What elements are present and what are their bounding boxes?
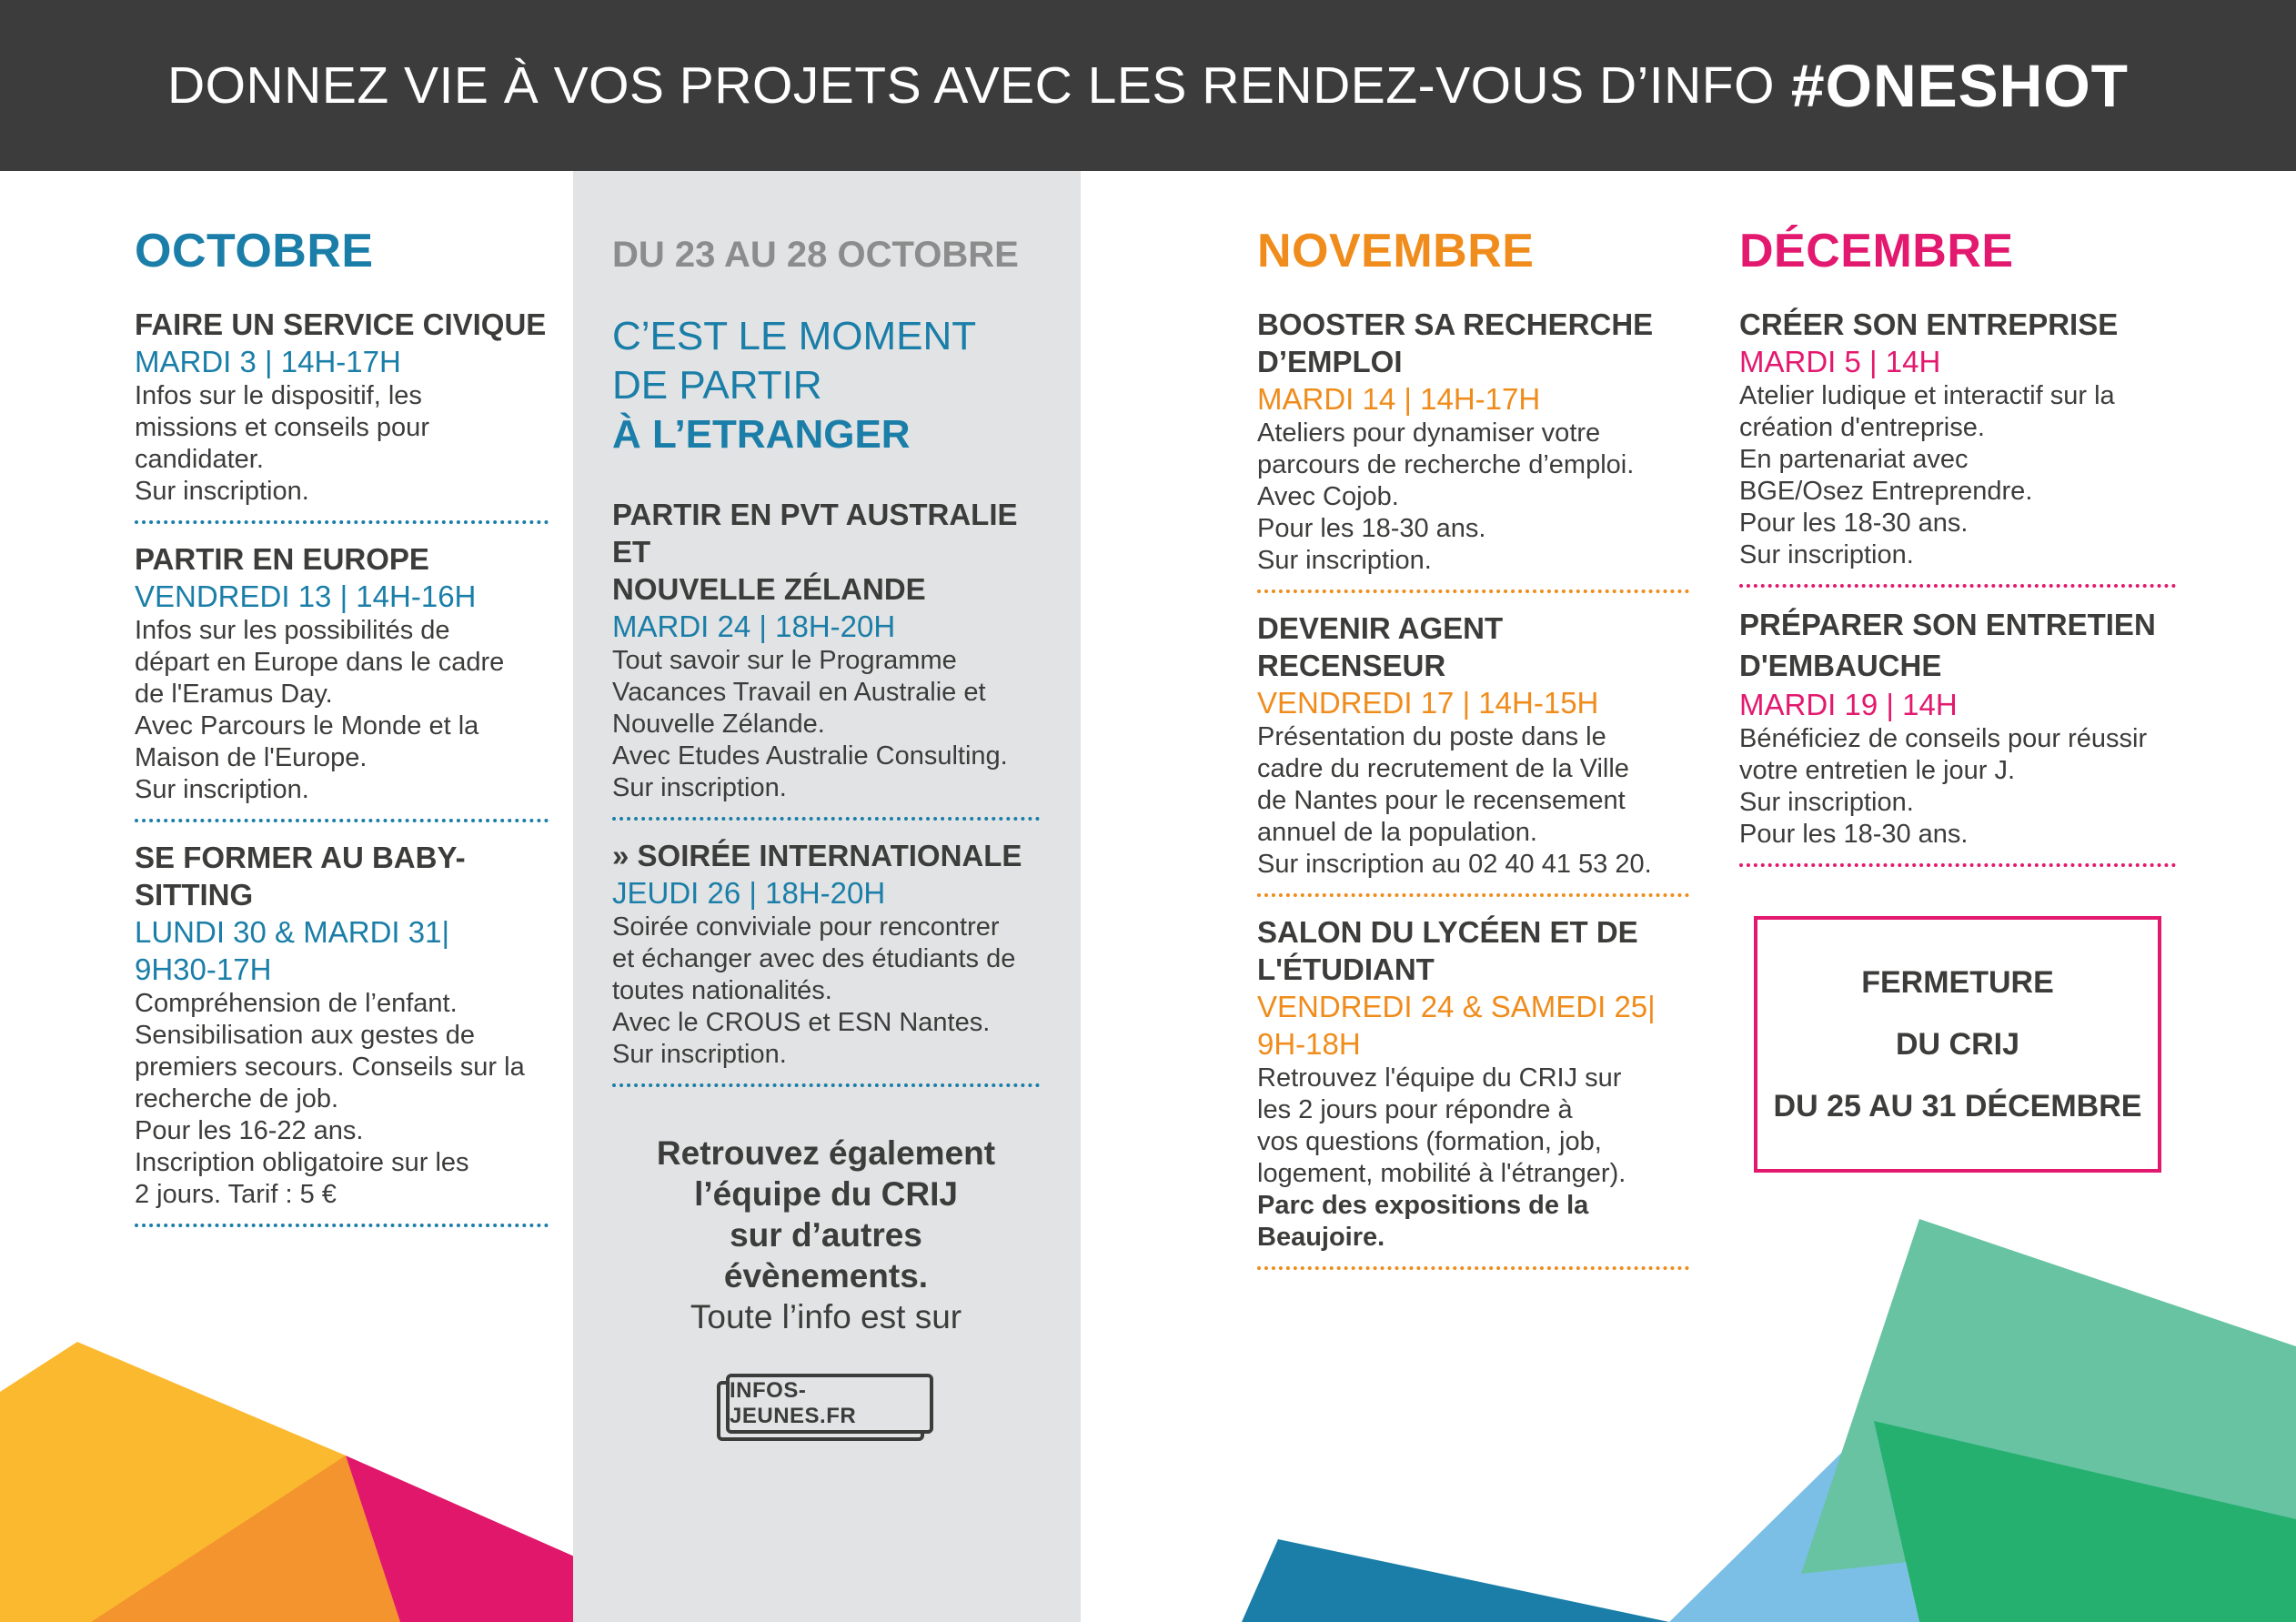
event-description — [135, 988, 549, 1211]
event-title: PARTIR EN EUROPE — [135, 542, 429, 576]
event-date: MARDI 14 | 14H-17H — [1257, 382, 1541, 416]
badge-label: INFOS-JEUNES.FR — [726, 1374, 933, 1434]
event-desc-line: Atelier ludique et interactif sur la création d'entreprise. — [1739, 381, 2115, 442]
event-description — [1257, 1063, 1689, 1254]
event-desc-line: Pour les 18-30 ans. — [1739, 509, 1969, 538]
moment-line: À L’ETRANGER — [612, 412, 911, 457]
dotted-separator — [1739, 863, 2176, 867]
event-service-civique — [135, 306, 549, 508]
event-salon-lyceen — [1257, 913, 1689, 1254]
event-date: MARDI 24 | 18H-20H — [612, 610, 896, 643]
event-desc-line: Ateliers pour dynamiser votre parcours de recherche d’emploi. — [1257, 418, 1635, 479]
dotted-separator — [135, 1224, 549, 1227]
event-desc-line: Avec Cojob. — [1257, 482, 1399, 511]
event-baby-sitting — [135, 839, 549, 1211]
event-desc-line: Infos sur les possibilités de départ en Europe dans le cadre de l'Eramus Day. — [135, 616, 505, 709]
event-description — [1739, 380, 2176, 571]
event-description — [1257, 418, 1689, 577]
header-hashtag: #ONESHOT — [1790, 52, 2129, 119]
month-title-octobre: OCTOBRE — [135, 225, 374, 277]
column-decembre — [1739, 171, 2176, 883]
closing-line: FERMETURE — [1861, 965, 2054, 1000]
event-desc-line: Sur inscription. — [1257, 546, 1432, 575]
event-desc-line: Sur inscription. — [612, 1040, 787, 1069]
event-desc-line: Sur inscription. — [1739, 540, 1914, 569]
event-desc-line: Sur inscription. — [1739, 788, 1914, 817]
event-description — [135, 615, 549, 806]
event-description — [612, 645, 1040, 804]
event-title: PARTIR EN PVT AUSTRALIE ET NOUVELLE ZÉLANDE — [612, 498, 1018, 606]
event-desc-line: Inscription obligatoire sur les 2 jours. Tarif : 5 € — [135, 1148, 469, 1209]
event-desc-location: Parc des expositions de la Beaujoire. — [1257, 1191, 1589, 1252]
event-desc-line: Sur inscription. — [612, 773, 787, 802]
event-entretien-embauche — [1739, 604, 2176, 851]
event-agent-recenseur — [1257, 610, 1689, 881]
dotted-separator — [135, 520, 549, 524]
infos-jeunes-badge[interactable] — [726, 1374, 926, 1430]
event-title: DEVENIR AGENT RECENSEUR — [1257, 611, 1504, 682]
event-description — [135, 380, 549, 508]
event-description — [1257, 721, 1689, 881]
event-desc-line: Avec Etudes Australie Consulting. — [612, 741, 1008, 771]
header-title: DONNEZ VIE À VOS PROJETS AVEC LES RENDEZ-VOUS D’INFO — [167, 56, 1775, 115]
moment-heading — [612, 312, 1040, 459]
event-desc-line: Retrouvez l'équipe du CRIJ sur les 2 jours pour répondre à vos questions (formation, job, logement, mobilité à l'étranger). — [1257, 1063, 1626, 1188]
event-date: JEUDI 26 | 18H-20H — [612, 876, 886, 910]
event-booster-emploi — [1257, 306, 1689, 577]
column-novembre — [1257, 171, 1689, 1286]
closing-line: DU 25 AU 31 DÉCEMBRE — [1773, 1089, 2142, 1123]
dotted-separator — [1257, 1266, 1689, 1270]
event-desc-line: Avec Parcours le Monde et la Maison de l'Europe. — [135, 711, 479, 772]
event-desc-line: Présentation du poste dans le cadre du recrutement de la Ville de Nantes pour le recensement annuel de la population. — [1257, 722, 1629, 847]
event-soiree-internationale — [612, 837, 1040, 1071]
event-desc-line: Pour les 16-22 ans. — [135, 1116, 364, 1145]
event-desc-line: En partenariat avec BGE/Osez Entreprendre. — [1739, 445, 2033, 506]
event-desc-line: Sur inscription au 02 40 41 53 20. — [1257, 850, 1652, 879]
deco-darkblue-shape — [1242, 1539, 1669, 1622]
period-title: DU 23 AU 28 OCTOBRE — [612, 235, 1019, 275]
dotted-separator — [135, 819, 549, 822]
event-date: VENDREDI 24 & SAMEDI 25| 9H-18H — [1257, 990, 1656, 1061]
event-title: FAIRE UN SERVICE CIVIQUE — [135, 307, 547, 341]
event-creer-entreprise — [1739, 306, 2176, 571]
retrouvez-plain-text: Toute l’info est sur — [690, 1298, 962, 1335]
event-desc-line: Pour les 18-30 ans. — [1739, 820, 1969, 849]
dotted-separator — [612, 817, 1040, 821]
event-title: CRÉER SON ENTREPRISE — [1739, 307, 2119, 341]
event-desc-line: Bénéficiez de conseils pour réussir votre entretien le jour J. — [1739, 724, 2148, 785]
dotted-separator — [1257, 893, 1689, 897]
event-date: VENDREDI 17 | 14H-15H — [1257, 686, 1599, 720]
event-description — [612, 912, 1040, 1071]
dotted-separator — [1739, 584, 2176, 588]
event-pvt-australie — [612, 496, 1040, 804]
event-desc-line: Infos sur le dispositif, les missions et conseils pour candidater. — [135, 381, 429, 474]
closing-notice — [1754, 916, 2161, 1173]
event-title: SE FORMER AU BABY- SITTING — [135, 841, 466, 912]
event-date: MARDI 19 | 14H — [1739, 688, 1958, 721]
event-title: BOOSTER SA RECHERCHE D’EMPLOI — [1257, 307, 1654, 378]
event-date: MARDI 5 | 14H — [1739, 345, 1941, 378]
column-international — [612, 171, 1040, 1430]
moment-line: DE PARTIR — [612, 363, 822, 408]
event-partir-europe — [135, 540, 549, 806]
event-desc-line: Pour les 18-30 ans. — [1257, 514, 1486, 543]
month-title-decembre: DÉCEMBRE — [1739, 225, 2014, 277]
event-desc-line: Sur inscription. — [135, 775, 309, 804]
event-title: SALON DU LYCÉEN ET DE L'ÉTUDIANT — [1257, 915, 1638, 986]
event-title: » SOIRÉE INTERNATIONALE — [612, 839, 1022, 872]
moment-line: C’EST LE MOMENT — [612, 314, 977, 358]
event-description — [1739, 723, 2176, 851]
page-header — [0, 0, 2296, 171]
retrouvez-bold-text: Retrouvez également l’équipe du CRIJ sur d’autres évènements. — [656, 1134, 996, 1295]
retrouvez-block — [612, 1133, 1040, 1337]
event-desc-line: Compréhension de l’enfant. Sensibilisation aux gestes de premiers secours. Conseils sur la recherche de job. — [135, 989, 525, 1113]
event-title: PRÉPARER SON ENTRETIEN D'EMBAUCHE — [1739, 608, 2156, 682]
dotted-separator — [1257, 589, 1689, 593]
event-desc-line: Sur inscription. — [135, 477, 309, 506]
event-desc-line: Soirée conviviale pour rencontrer et échanger avec des étudiants de toutes nationalités. — [612, 912, 1016, 1005]
column-octobre — [135, 171, 549, 1244]
month-title-novembre: NOVEMBRE — [1257, 225, 1535, 277]
dotted-separator — [612, 1083, 1040, 1087]
event-date: VENDREDI 13 | 14H-16H — [135, 579, 477, 613]
event-desc-line: Tout savoir sur le Programme Vacances Travail en Australie et Nouvelle Zélande. — [612, 646, 986, 739]
event-date: MARDI 3 | 14H-17H — [135, 345, 401, 378]
event-date: LUNDI 30 & MARDI 31| 9H30-17H — [135, 915, 450, 986]
event-desc-line: Avec le CROUS et ESN Nantes. — [612, 1008, 991, 1037]
closing-line: DU CRIJ — [1895, 1027, 2020, 1062]
